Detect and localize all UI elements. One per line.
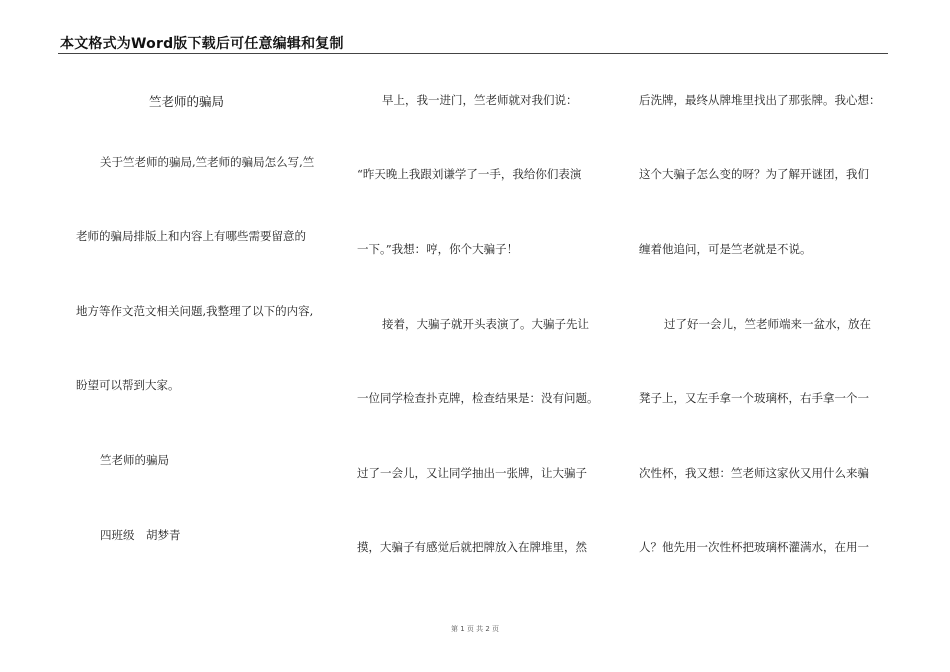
- paragraph-line: 接着，大骗子就开头表演了。大骗子先让: [382, 317, 589, 331]
- paragraph-line: 一位同学检查扑克牌，检查结果是：没有问题。: [357, 391, 599, 405]
- header-divider: [58, 53, 888, 54]
- paragraph-line: 老师的骗局排版上和内容上有哪些需要留意的: [76, 229, 306, 243]
- paragraph-line: 过了好一会儿，竺老师端来一盆水，放在: [664, 317, 871, 331]
- paragraph-line: 次性杯，我又想：竺老师这家伙又用什么来骗: [639, 466, 869, 480]
- paragraph-line: 这个大骗子怎么变的呀？为了解开谜团，我们: [639, 167, 869, 181]
- subtitle-line: 竺老师的骗局: [100, 453, 169, 467]
- page-number: 第 1 页 共 2 页: [450, 625, 500, 633]
- paragraph-line: 后洗牌，最终从牌堆里找出了那张牌。我心想：: [639, 93, 881, 107]
- article-title: 竺老师的骗局: [149, 94, 225, 109]
- paragraph-line: 凳子上，又左手拿一个玻璃杯，右手拿一个一: [639, 391, 869, 405]
- paragraph-line: 缠着他追问，可是竺老就是不说。: [639, 242, 812, 256]
- paragraph-line: 盼望可以帮到大家。: [76, 378, 180, 392]
- paragraph-line: 过了一会儿，又让同学抽出一张牌，让大骗子: [357, 466, 587, 480]
- paragraph-line: 一下。”我想：哼，你个大骗子！: [357, 242, 519, 256]
- paragraph-line: 早上，我一进门，竺老师就对我们说：: [382, 93, 578, 107]
- paragraph-line: 人？他先用一次性杯把玻璃杯灌满水，在用一: [639, 540, 869, 554]
- paragraph-line: 关于竺老师的骗局,竺老师的骗局怎么写,竺: [100, 155, 315, 169]
- paragraph-line: 地方等作文范文相关问题,我整理了以下的内容,: [76, 304, 314, 318]
- document-header: 本文格式为Word版下载后可任意编辑和复制: [60, 36, 344, 52]
- author-line: 四班级 胡梦青: [100, 528, 181, 542]
- paragraph-line: 摸，大骗子有感觉后就把牌放入在牌堆里，然: [357, 540, 587, 554]
- paragraph-line: “昨天晚上我跟刘谦学了一手，我给你们表演: [357, 167, 582, 181]
